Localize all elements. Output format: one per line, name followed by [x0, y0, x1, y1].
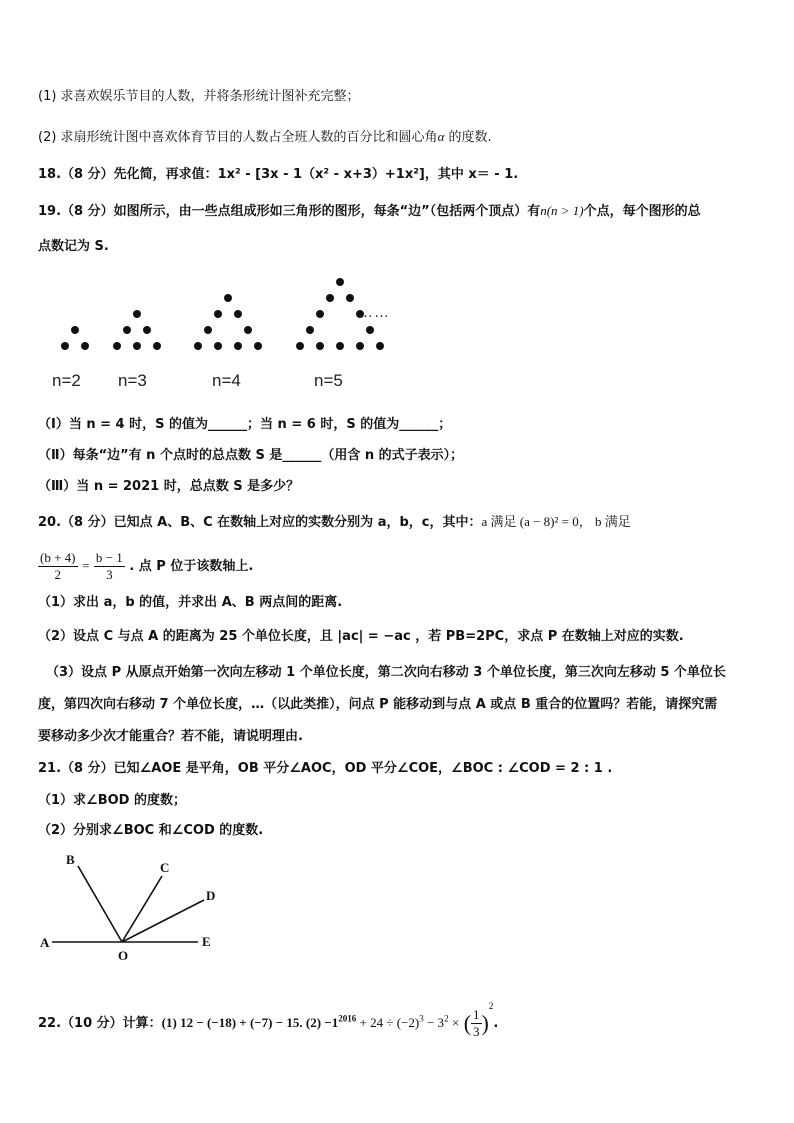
- q22-expr1: (1) 12 − (−18) + (−7) − 15: [161, 1015, 300, 1030]
- q22-end: .: [493, 1016, 499, 1031]
- point-label-O: O: [118, 948, 129, 963]
- triangle-n2: [61, 326, 89, 350]
- fraction-numerator: 1: [473, 1007, 480, 1022]
- q22-exp-3: 3: [419, 1013, 424, 1024]
- q20-part3-line2: 度，第四次向右移动 7 个单位长度，…（以此类推），问点 P 能移动到与点 A 或点 B 重合的位置吗？若能，请探究需: [38, 697, 718, 712]
- fraction-one-third: [471, 1007, 482, 1040]
- q20-part2: （2）设点 C 与点 A 的距离为 25 个单位长度，且 |ac| = −ac ，若 PB=2PC，求点 P 在数轴上对应的实数.: [38, 629, 684, 644]
- q20-stem-a: 20.（8 分）已知点 A、B、C 在数轴上对应的实数分别为 a，b，c，其中：: [38, 515, 482, 530]
- label-n3: n=3: [118, 371, 147, 390]
- q22-exp-2: 2: [444, 1013, 449, 1024]
- q22-label: 22.（10 分）计算：: [38, 1016, 162, 1031]
- dot-triangles-figure: [50, 270, 480, 370]
- q22-expr2-a: . (2) −1: [299, 1015, 339, 1030]
- fraction-numerator: (b + 4): [40, 550, 76, 565]
- right-paren: ): [481, 1010, 489, 1036]
- ray-OB: [78, 866, 122, 942]
- q20-condition: a 满足 (a − 8)² = 0， b 满足: [481, 514, 631, 529]
- point-label-D: D: [206, 888, 216, 903]
- triangle-n3: [113, 310, 161, 350]
- q19-part2: （Ⅱ）每条“边”有 n 个点时的总点数 S 是______（用含 n 的式子表示）；: [38, 448, 464, 463]
- q20-part3-line1: （3）设点 P 从原点开始第一次向左移动 1 个单位长度，第二次向右移动 3 个单位长度，第三次向左移动 5 个单位长: [46, 665, 726, 680]
- q20-part1: （1）求出 a，b 的值，并求出 A、B 两点间的距离.: [38, 595, 343, 610]
- q20-fraction-line: [38, 546, 754, 586]
- q21-stem: 21.（8 分）已知∠AOE 是平角，OB 平分∠AOC，OD 平分∠COE，∠BOC : ∠COD = 2 : 1 .: [38, 761, 613, 776]
- q21-part1: （1）求∠BOD 的度数；: [38, 793, 186, 808]
- fraction-denominator: 3: [473, 1024, 480, 1039]
- q17-part2-tail: 的度数.: [444, 130, 492, 145]
- q22-line: [38, 986, 754, 1039]
- angle-figure: [36, 850, 236, 965]
- q20-stem: [38, 513, 754, 532]
- q22-expr2-b: + 24 ÷ (−2): [356, 1015, 420, 1030]
- q22-frac-exp: 2: [488, 1001, 494, 1011]
- q21-part2: （2）分别求∠BOC 和∠COD 的度数.: [38, 823, 264, 838]
- equals-sign: =: [82, 558, 90, 573]
- point-label-C: C: [160, 860, 170, 875]
- triangle-n4: [194, 294, 262, 350]
- fraction-numerator: b − 1: [95, 550, 123, 565]
- q19-stem-n: n(n > 1): [540, 203, 584, 218]
- label-n4: n=4: [212, 371, 241, 390]
- q22-expr2-c: − 3: [423, 1015, 445, 1030]
- q17-part2-text: (2) 求扇形统计图中喜欢体育节目的人数占全班人数的百分比和圆心角: [38, 130, 438, 145]
- q18-text: 18.（8 分）先化简，再求值：1x² - [3x - 1（x² - x+3）+1x²]，其中 x＝ - 1.: [38, 167, 519, 182]
- fraction-b-plus-4-over-2: [38, 550, 78, 583]
- point-label-A: A: [40, 935, 50, 950]
- q17-part2: [38, 128, 754, 147]
- q17-part1: (1) 求喜欢娱乐节目的人数，并将条形统计图补充完整；: [38, 89, 360, 104]
- q19-stem-b: 个点，每个图形的总: [583, 204, 701, 219]
- fraction-denominator: 2: [54, 567, 61, 582]
- fraction-denominator: 3: [106, 567, 113, 582]
- q19-part1: （Ⅰ）当 n = 4 时，S 的值为______；当 n = 6 时，S 的值为______；: [38, 417, 452, 432]
- q22-exp-2016: 2016: [338, 1013, 357, 1024]
- left-paren: (: [463, 1010, 472, 1036]
- label-n2: n=2: [52, 371, 81, 390]
- q22-expr2-d: ×: [448, 1015, 460, 1030]
- point-label-E: E: [202, 934, 211, 949]
- q19-stem-line2: 点数记为 S.: [38, 239, 109, 254]
- figure-ellipsis: ……: [358, 304, 390, 321]
- q19-stem-a: 19.（8 分）如图所示，由一些点组成形如三角形的图形，每条“边”（包括两个顶点）有: [38, 204, 541, 219]
- point-label-B: B: [66, 852, 75, 867]
- q20-part3-line3: 要移动多少次才能重合？若不能，请说明理由.: [38, 729, 303, 744]
- fraction-b-minus-1-over-3: [94, 550, 125, 583]
- q19-part3: （Ⅲ）当 n = 2021 时，总点数 S 是多少？: [38, 479, 300, 494]
- q20-stem-tail: . 点 P 位于该数轴上.: [129, 559, 254, 574]
- q19-stem: [38, 202, 754, 221]
- alpha-symbol: α: [437, 129, 445, 144]
- label-n5: n=5: [314, 371, 343, 390]
